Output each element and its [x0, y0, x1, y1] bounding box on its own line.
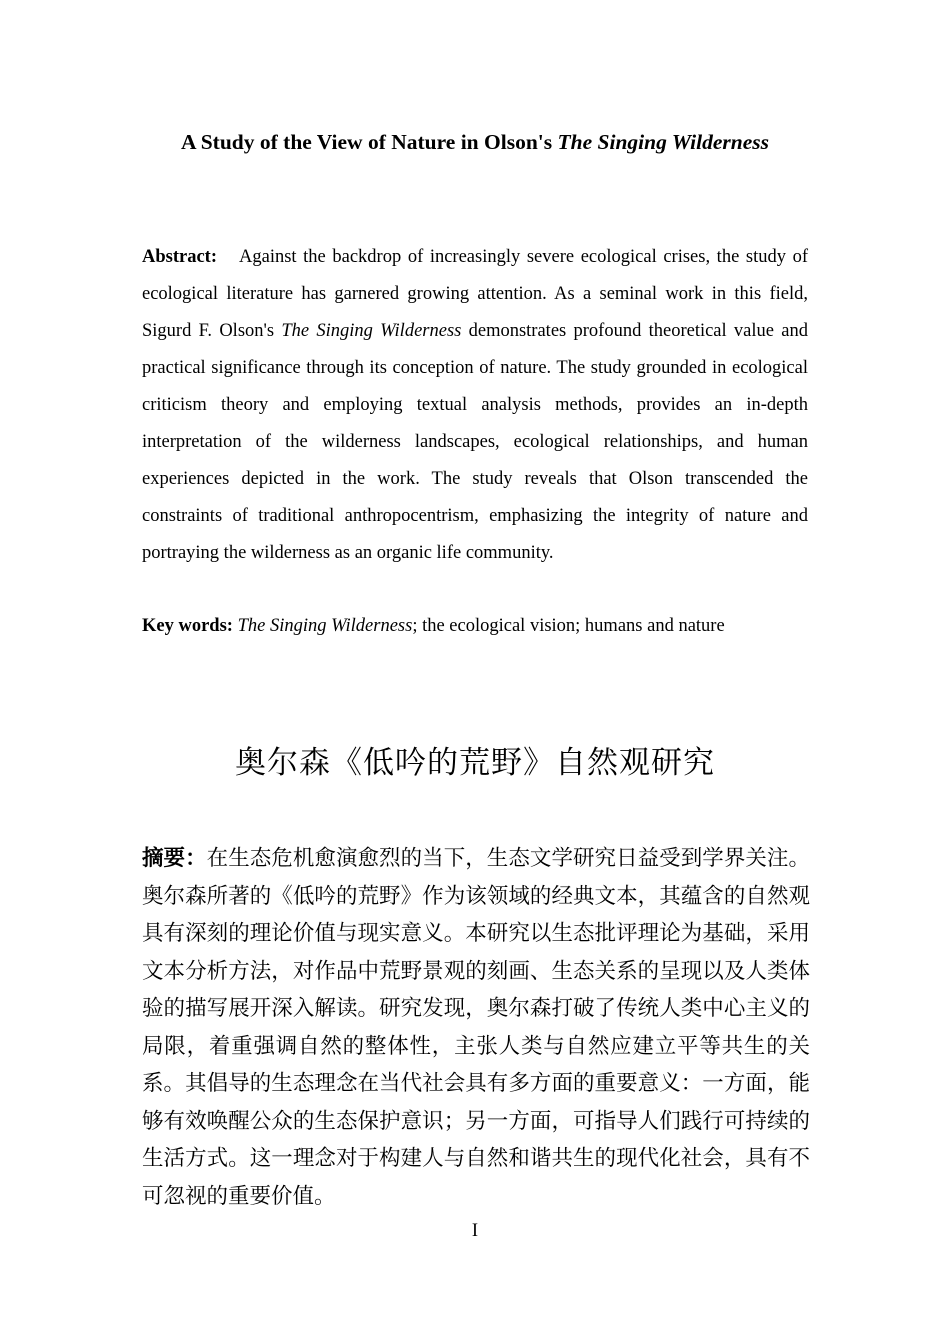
keywords-line [142, 608, 808, 645]
abstract-text-part1: Against the backdrop of increasingly severe ecological crises, the study of ecological literature has garnered growing attention. As a seminal work in this field, Sigurd F. Olson's [142, 247, 808, 341]
chinese-abstract-text: 在生态危机愈演愈烈的当下，生态文学研究日益受到学界关注。奥尔森所著的《低吟的荒野》作为该领域的经典文本，其蕴含的自然观具有深刻的理论价值与现实意义。本研究以生态批评理论为基础，采用文本分析方法，对作品中荒野景观的刻画、生态关系的呈现以及人类体验的描写展开深入解读。研究发现，奥尔森打破了传统人类中心主义的局限，着重强调自然的整体性，主张人类与自然应建立平等共生的关系。其倡导的生态理念在当代社会具有多方面的重要意义：一方面，能够有效唤醒公众的生态保护意识；另一方面，可指导人们践行可持续的生活方式。这一理念对于构建人与自然和谐共生的现代化社会，具有不可忽视的重要价值。 [142, 846, 810, 1209]
page-number: I [471, 1221, 479, 1241]
title-work-name: The Singing Wilderness [557, 130, 769, 155]
chinese-abstract-paragraph [142, 840, 810, 1215]
chinese-abstract-label: 摘要： [142, 846, 207, 871]
keywords-rest: ; the ecological vision; humans and nature [412, 616, 725, 636]
page-title [142, 127, 808, 158]
abstract-paragraph [142, 239, 808, 572]
keywords-label: Key words: [142, 616, 233, 636]
title-main-text: A Study of the View of Nature in Olson's [181, 130, 558, 155]
abstract-text-part2: demonstrates profound theoretical value and practical significance through its conception of nature. The study grounded in ecological criticism theory and employing textual analysis methods, provides an in-depth interpretation of the wilderness landscapes, ecological relationships, and human experiences depicted in the work. The study reveals that Olson transcended the constraints of traditional anthropocentrism, emphasizing the integrity of nature and portraying the wilderness as an organic life community. [142, 321, 808, 563]
abstract-label: Abstract: [142, 247, 218, 267]
abstract-work-name: The Singing Wilderness [281, 321, 462, 341]
keywords-work-name: The Singing Wilderness [237, 616, 413, 636]
chinese-page-title: 奥尔森《低吟的荒野》自然观研究 [235, 744, 715, 781]
